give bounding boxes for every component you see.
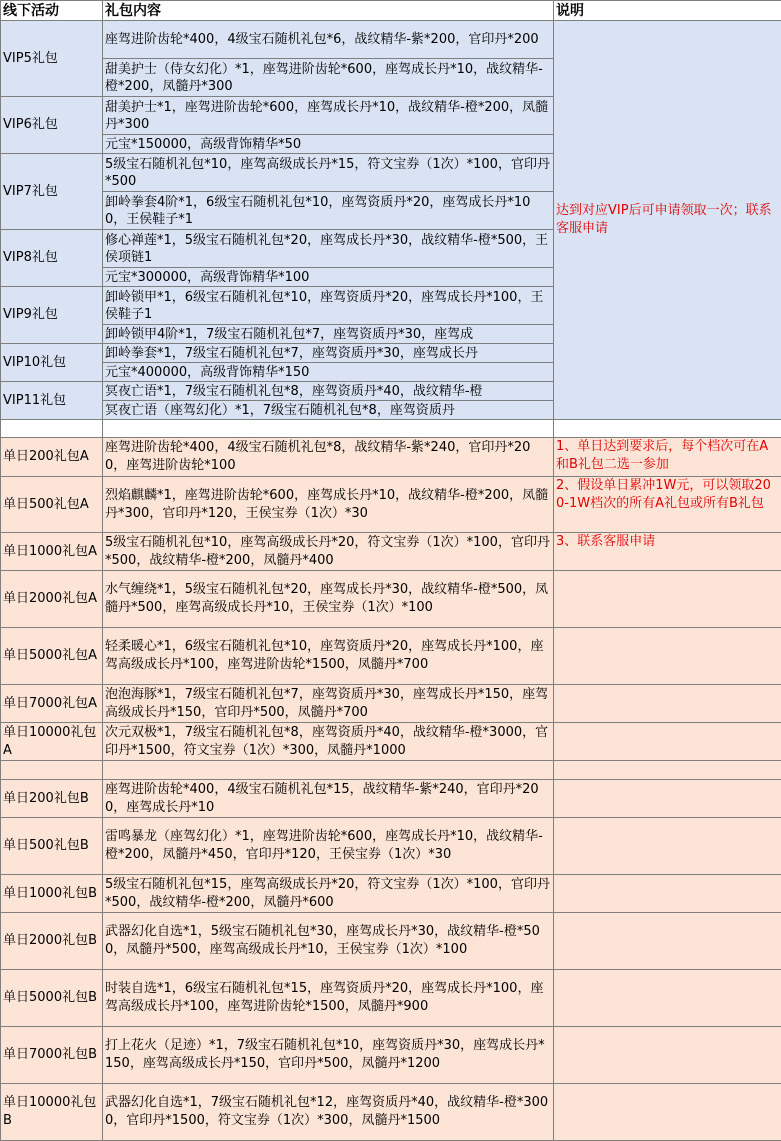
separator-row xyxy=(1,420,781,438)
daily-a-content: 泡泡海豚*1，7级宝石随机礼包*7，座驾资质丹*30，座驾成长丹*150，座驾高级成长丹*150，官印丹*500，凤髓丹*700 xyxy=(103,685,554,723)
daily-b-row xyxy=(1,1027,781,1084)
daily-a-content: 座驾进阶齿轮*400，4级宝石随机礼包*8，战纹精华-紫*240，官印丹*200，座驾进阶齿轮*100 xyxy=(103,438,554,477)
daily-b-name: 单日10000礼包B xyxy=(1,1084,103,1141)
daily-b-name: 单日2000礼包B xyxy=(1,913,103,970)
vip-line: 卸岭拳套*1，7级宝石随机礼包*7，座驾资质丹*30，座驾成长丹 xyxy=(103,344,554,363)
empty-cell xyxy=(554,420,781,438)
daily-b-content: 打上花火（足迹）*1，7级宝石随机礼包*10，座驾资质丹*30，座驾成长丹*150，座驾高级成长丹*150，官印丹*500，凤髓丹*1200 xyxy=(103,1027,554,1084)
vip-name: VIP5礼包 xyxy=(1,21,103,97)
daily-b-row xyxy=(1,818,781,875)
separator-row xyxy=(1,761,781,780)
vip-line: 卸岭拳套4阶*1，6级宝石随机礼包*10，座驾资质丹*20，座驾成长丹*100，王侯鞋子*1 xyxy=(103,192,554,230)
daily-a-name: 单日1000礼包A xyxy=(1,533,103,571)
daily-a-name: 单日2000礼包A xyxy=(1,571,103,628)
daily-b-content: 时装自选*1，6级宝石随机礼包*15，座驾资质丹*20，座驾成长丹*100，座驾高级成长丹*100，座驾进阶齿轮*1500，凤髓丹*900 xyxy=(103,970,554,1027)
daily-a-row xyxy=(1,685,781,723)
daily-a-row xyxy=(1,533,781,571)
header-row xyxy=(1,1,781,21)
vip-line: 元宝*300000，高级背饰精华*100 xyxy=(103,268,554,287)
vip-name: VIP8礼包 xyxy=(1,230,103,287)
daily-note-2: 2、假设单日累冲1W元，可以领取200-1W档次的所有A礼包或所有B礼包 xyxy=(554,477,781,533)
daily-a-row xyxy=(1,723,781,761)
vip-line: 甜美护士*1，座驾进阶齿轮*600，座驾成长丹*10，战纹精华-橙*200，凤髓丹*300 xyxy=(103,97,554,135)
daily-a-name: 单日10000礼包A xyxy=(1,723,103,761)
vip-name: VIP10礼包 xyxy=(1,344,103,382)
vip-line: 元宝*150000，高级背饰精华*50 xyxy=(103,135,554,154)
vip-note: 达到对应VIP后可申请领取一次；联系客服申请 xyxy=(554,21,781,420)
daily-a-row xyxy=(1,571,781,628)
empty-cell xyxy=(554,780,781,818)
vip-line: 座驾进阶齿轮*400，4级宝石随机礼包*6，战纹精华-紫*200，官印丹*200 xyxy=(103,21,554,59)
daily-a-name: 单日5000礼包A xyxy=(1,628,103,685)
empty-cell xyxy=(103,761,554,780)
daily-b-content: 武器幻化自选*1，7级宝石随机礼包*12，座驾资质丹*40，战纹精华-橙*3000，官印丹*1500，符文宝券（1次）*300，凤髓丹*1500 xyxy=(103,1084,554,1141)
daily-a-name: 单日200礼包A xyxy=(1,438,103,477)
empty-cell xyxy=(554,723,781,761)
empty-cell xyxy=(554,818,781,875)
empty-cell xyxy=(554,761,781,780)
header-activity: 线下活动 xyxy=(1,1,103,21)
daily-b-name: 单日1000礼包B xyxy=(1,875,103,913)
vip-line: 冥夜亡语（座驾幻化）*1，7级宝石随机礼包*8，座驾资质丹 xyxy=(103,401,554,420)
vip-row xyxy=(1,21,781,59)
empty-cell xyxy=(554,1084,781,1141)
empty-cell xyxy=(554,628,781,685)
vip-name: VIP11礼包 xyxy=(1,382,103,420)
empty-cell xyxy=(554,1027,781,1084)
header-notes: 说明 xyxy=(554,1,781,21)
vip-line: 冥夜亡语*1，7级宝石随机礼包*8，座驾资质丹*40，战纹精华-橙 xyxy=(103,382,554,401)
daily-a-content: 5级宝石随机礼包*10，座驾高级成长丹*20，符文宝券（1次）*100，官印丹*500，战纹精华-橙*200，凤髓丹*400 xyxy=(103,533,554,571)
vip-line: 卸岭锁甲*1，6级宝石随机礼包*10，座驾资质丹*20，座驾成长丹*100，王侯鞋子1 xyxy=(103,287,554,325)
empty-cell xyxy=(554,571,781,628)
empty-cell xyxy=(103,420,554,438)
vip-name: VIP7礼包 xyxy=(1,154,103,230)
daily-b-content: 5级宝石随机礼包*15，座驾高级成长丹*20，符文宝券（1次）*100，官印丹*500，战纹精华-橙*200，凤髓丹*600 xyxy=(103,875,554,913)
vip-name: VIP6礼包 xyxy=(1,97,103,154)
daily-a-name: 单日7000礼包A xyxy=(1,685,103,723)
daily-b-row xyxy=(1,913,781,970)
empty-cell xyxy=(1,420,103,438)
empty-cell xyxy=(554,875,781,913)
daily-b-row xyxy=(1,875,781,913)
empty-cell xyxy=(554,685,781,723)
empty-cell xyxy=(554,970,781,1027)
empty-cell xyxy=(554,913,781,970)
daily-b-name: 单日7000礼包B xyxy=(1,1027,103,1084)
empty-cell xyxy=(1,761,103,780)
daily-a-content: 轻柔暖心*1，6级宝石随机礼包*10，座驾资质丹*20，座驾成长丹*100，座驾高级成长丹*100，座驾进阶齿轮*1500，凤髓丹*700 xyxy=(103,628,554,685)
vip-line: 甜美护士（侍女幻化）*1，座驾进阶齿轮*600，座驾成长丹*10，战纹精华-橙*200，凤髓丹*300 xyxy=(103,59,554,97)
daily-b-row xyxy=(1,780,781,818)
daily-b-content: 座驾进阶齿轮*400，4级宝石随机礼包*15，战纹精华-紫*240，官印丹*200，座驾成长丹*10 xyxy=(103,780,554,818)
header-content: 礼包内容 xyxy=(103,1,554,21)
daily-b-content: 雷鸣暴龙（座驾幻化）*1，座驾进阶齿轮*600，座驾成长丹*10，战纹精华-橙*200，凤髓丹*450，官印丹*120，王侯宝券（1次）*30 xyxy=(103,818,554,875)
daily-a-content: 次元双极*1，7级宝石随机礼包*8，座驾资质丹*40，战纹精华-橙*3000，官印丹*1500，符文宝券（1次）*300，凤髓丹*1000 xyxy=(103,723,554,761)
daily-a-row xyxy=(1,628,781,685)
daily-b-name: 单日500礼包B xyxy=(1,818,103,875)
daily-b-content: 武器幻化自选*1，5级宝石随机礼包*30，座驾成长丹*30，战纹精华-橙*500，凤髓丹*500，座驾高级成长丹*10，王侯宝券（1次）*100 xyxy=(103,913,554,970)
daily-b-row xyxy=(1,970,781,1027)
daily-b-name: 单日200礼包B xyxy=(1,780,103,818)
daily-b-name: 单日5000礼包B xyxy=(1,970,103,1027)
vip-line: 卸岭锁甲4阶*1，7级宝石随机礼包*7，座驾资质丹*30，座驾成 xyxy=(103,325,554,344)
vip-line: 元宝*400000，高级背饰精华*150 xyxy=(103,363,554,382)
daily-a-row xyxy=(1,477,781,533)
daily-note-1: 1、单日达到要求后，每个档次可在A和B礼包二选一参加 xyxy=(554,438,781,477)
vip-name: VIP9礼包 xyxy=(1,287,103,344)
daily-a-content: 烈焰麒麟*1，座驾进阶齿轮*600，座驾成长丹*10，战纹精华-橙*200，凤髓丹*300，官印丹*120，王侯宝券（1次）*30 xyxy=(103,477,554,533)
vip-line: 修心禅莲*1，5级宝石随机礼包*20，座驾成长丹*30，战纹精华-橙*500，王侯项链1 xyxy=(103,230,554,268)
daily-note-3: 3、联系客服申请 xyxy=(554,533,781,571)
daily-a-row xyxy=(1,438,781,477)
daily-a-content: 水气缠绕*1，5级宝石随机礼包*20，座驾成长丹*30，战纹精华-橙*500，凤髓丹*500，座驾高级成长丹*10，王侯宝券（1次）*100 xyxy=(103,571,554,628)
daily-a-name: 单日500礼包A xyxy=(1,477,103,533)
daily-b-row xyxy=(1,1084,781,1141)
vip-line: 5级宝石随机礼包*10，座驾高级成长丹*15，符文宝券（1次）*100，官印丹*500 xyxy=(103,154,554,192)
